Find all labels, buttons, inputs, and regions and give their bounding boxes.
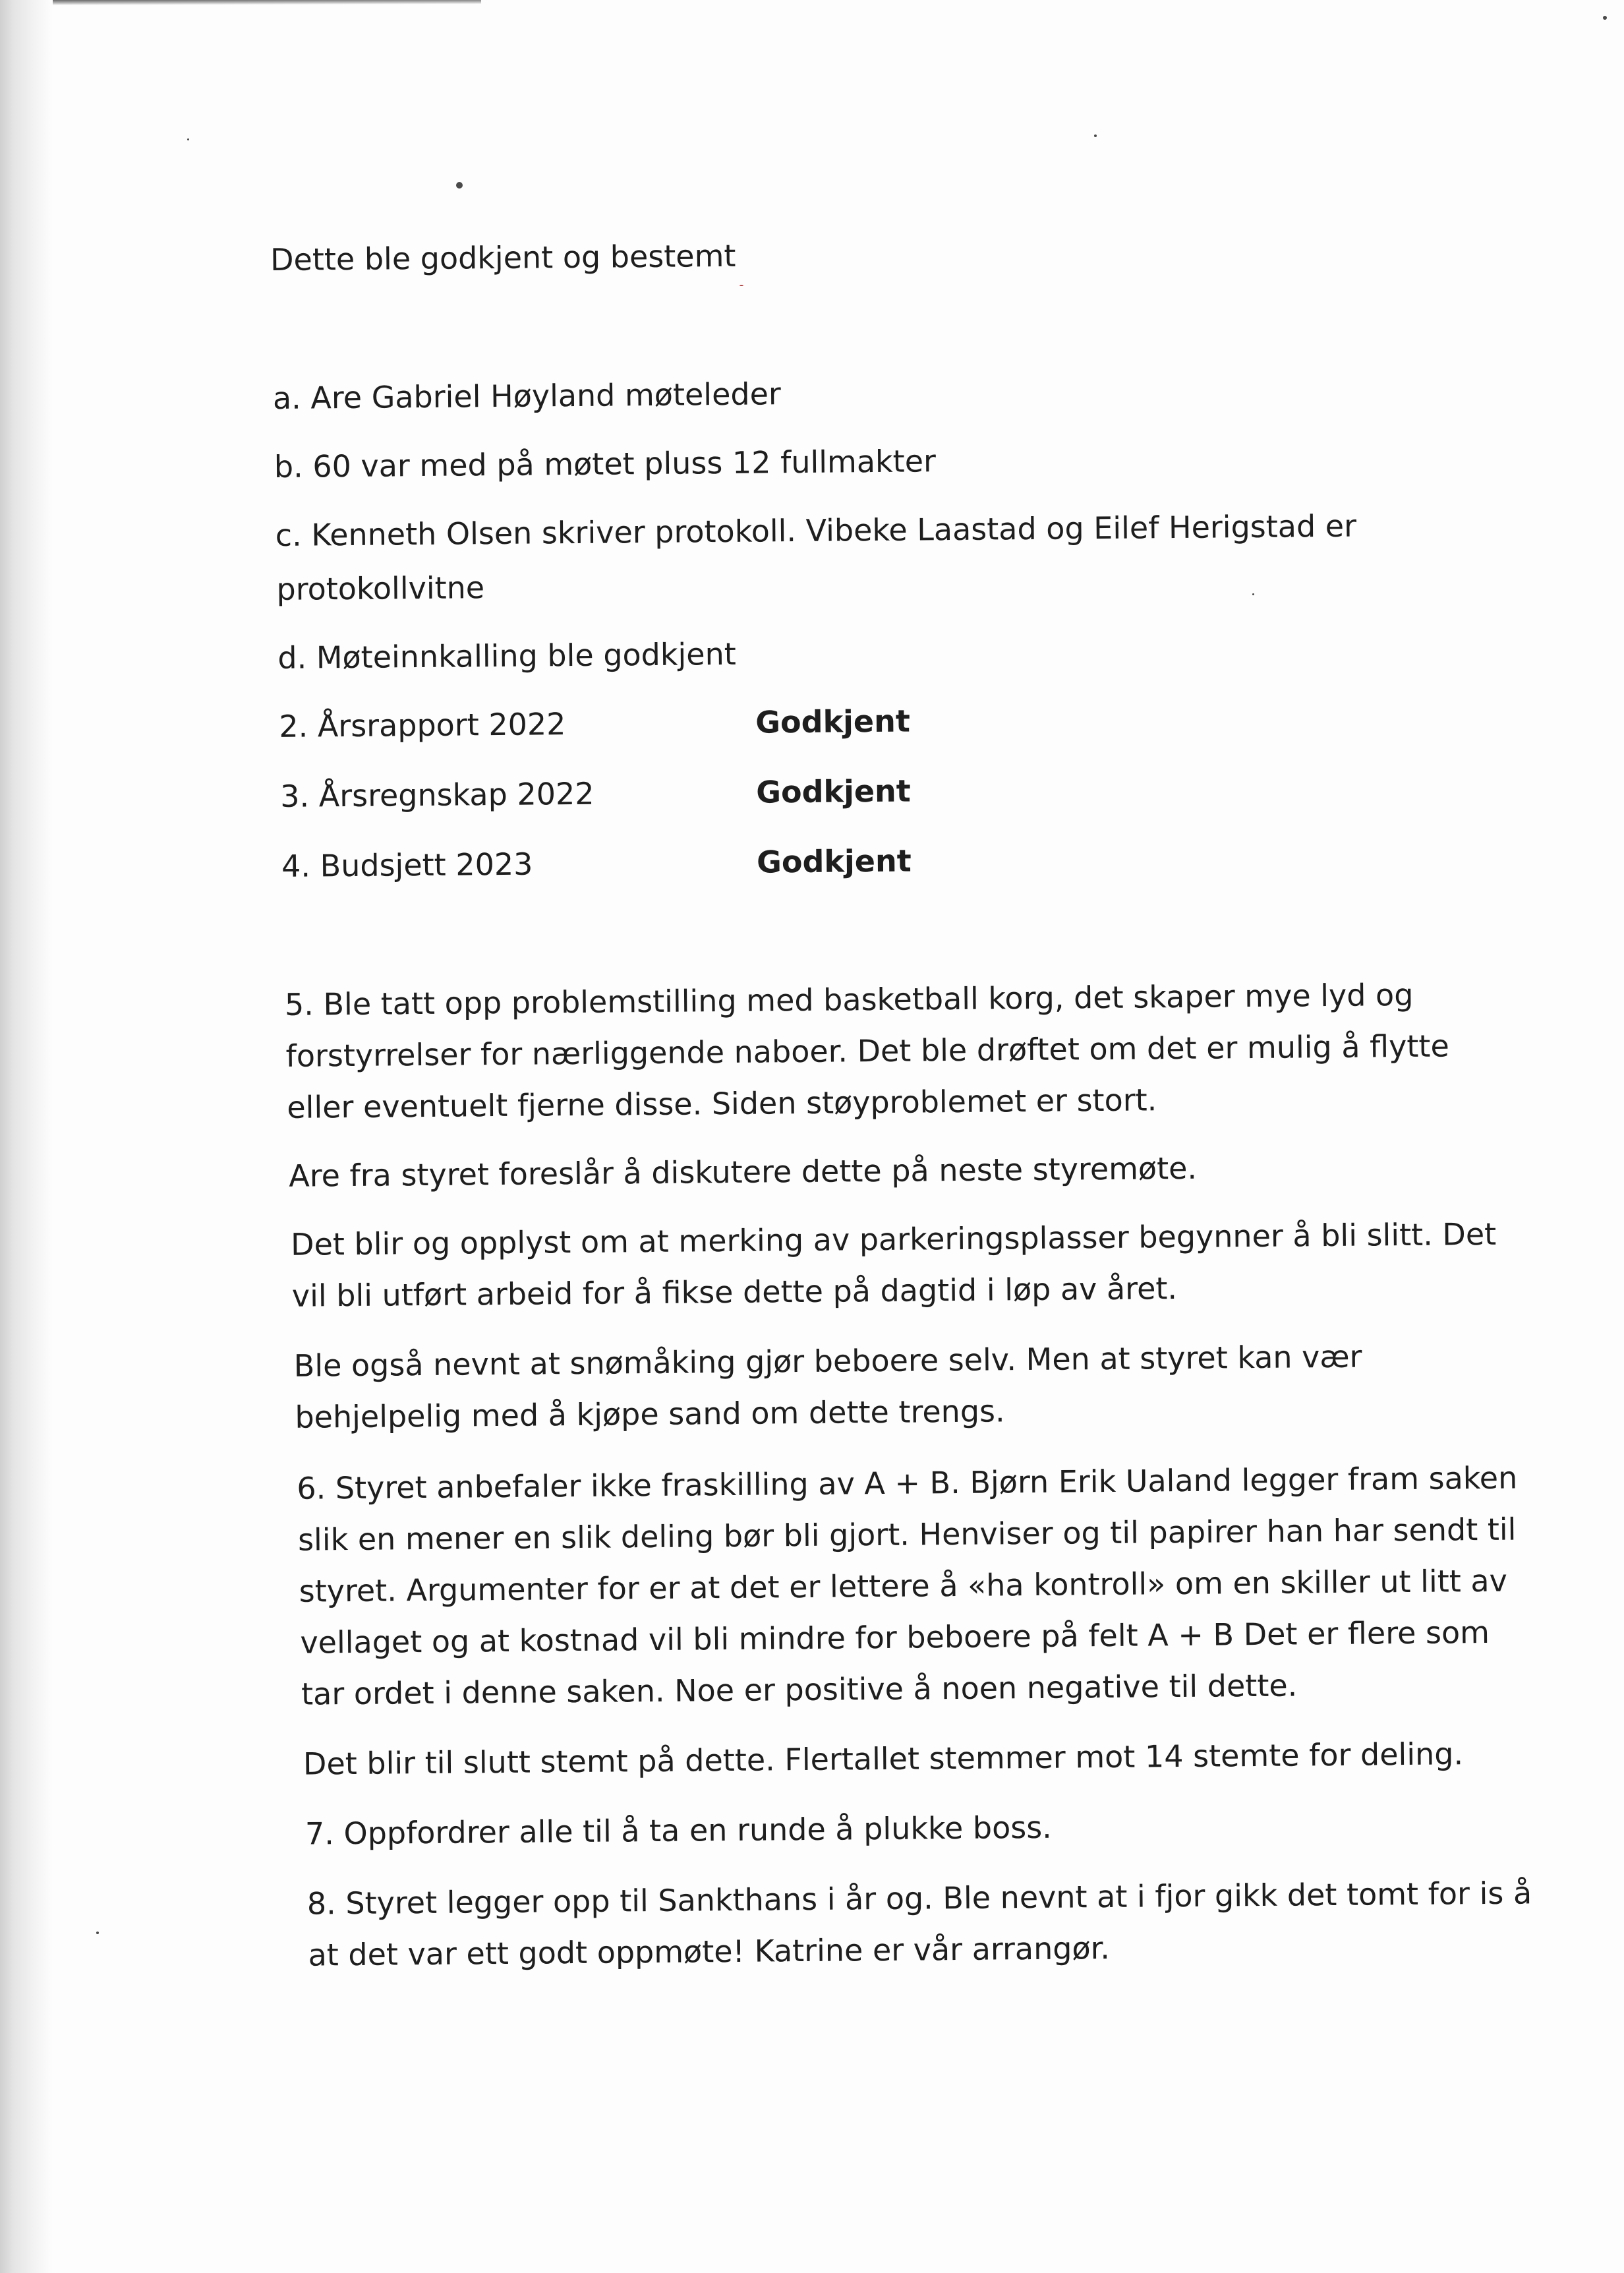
item-5-line-2: forstyrrelser for nærliggende naboer. Det ble drøftet om det er mulig å flytte xyxy=(285,1028,1449,1074)
item-8-line-2: at det var ett godt oppmøte! Katrine er vår arrangør. xyxy=(308,1930,1111,1973)
item-5-paragraph-2: Are fra styret foreslår å diskutere dette på neste styremøte. xyxy=(289,1150,1198,1194)
item-6-line-1: 6. Styret anbefaler ikke fraskilling av A + B. Bjørn Erik Ualand legger fram saken xyxy=(297,1460,1518,1506)
approval-status: Godkjent xyxy=(756,842,912,880)
item-d: d. Møteinnkalling ble godkjent xyxy=(277,635,736,676)
item-c-line-1: c. Kenneth Olsen skriver protokoll. Vibeke Laastad og Eilef Herigstad er xyxy=(275,508,1357,553)
item-6-line-5: tar ordet i denne saken. Noe er positive å noen negative til dette. xyxy=(301,1667,1298,1712)
item-6-line-3: styret. Argumenter for er at det er lettere å «ha kontroll» om en skiller ut litt av xyxy=(299,1562,1508,1609)
item-5-paragraph-4-line-1: Ble også nevnt at snømåking gjør beboere selv. Men at styret kan vær xyxy=(293,1338,1362,1384)
heading: Dette ble godkjent og bestemt xyxy=(270,237,736,278)
item-5-line-1: 5. Ble tatt opp problemstilling med basketball korg, det skaper mye lyd og xyxy=(284,976,1414,1022)
item-c-line-2: protokollvitne xyxy=(276,570,485,607)
item-6-paragraph-2: Det blir til slutt stemt på dette. Flertallet stemmer mot 14 stemte for deling. xyxy=(303,1736,1464,1782)
approval-status: Godkjent xyxy=(755,703,911,740)
approval-label: 3. Årsregnskap 2022 xyxy=(279,775,594,814)
item-5-line-3: eller eventuelt fjerne disse. Siden støyproblemet er stort. xyxy=(287,1082,1157,1125)
item-6-line-4: vellaget og at kostnad vil bli mindre for beboere på felt A + B Det er flere som xyxy=(300,1614,1490,1661)
approval-label: 4. Budsjett 2023 xyxy=(281,846,533,884)
item-5-paragraph-3-line-2: vil bli utført arbeid for å fikse dette på dagtid i løp av året. xyxy=(291,1270,1178,1314)
item-a: a. Are Gabriel Høyland møteleder xyxy=(272,376,782,416)
item-7: 7. Oppfordrer alle til å ta en runde å plukke boss. xyxy=(304,1809,1053,1852)
approval-status: Godkjent xyxy=(755,773,912,810)
approval-label: 2. Årsrapport 2022 xyxy=(279,706,566,744)
item-5-paragraph-4-line-2: behjelpelig med å kjøpe sand om dette trengs. xyxy=(295,1393,1005,1435)
item-6-line-2: slik en mener en slik deling bør bli gjort. Henviser og til papirer han har sendt til xyxy=(297,1511,1517,1558)
item-b: b. 60 var med på møtet pluss 12 fullmakter xyxy=(274,443,937,485)
item-8-line-1: 8. Styret legger opp til Sankthans i år og. Ble nevnt at i fjor gikk det tomt for is å xyxy=(306,1875,1532,1922)
item-5-paragraph-3-line-1: Det blir og opplyst om at merking av parkeringsplasser begynner å bli slitt. Det xyxy=(290,1216,1497,1262)
